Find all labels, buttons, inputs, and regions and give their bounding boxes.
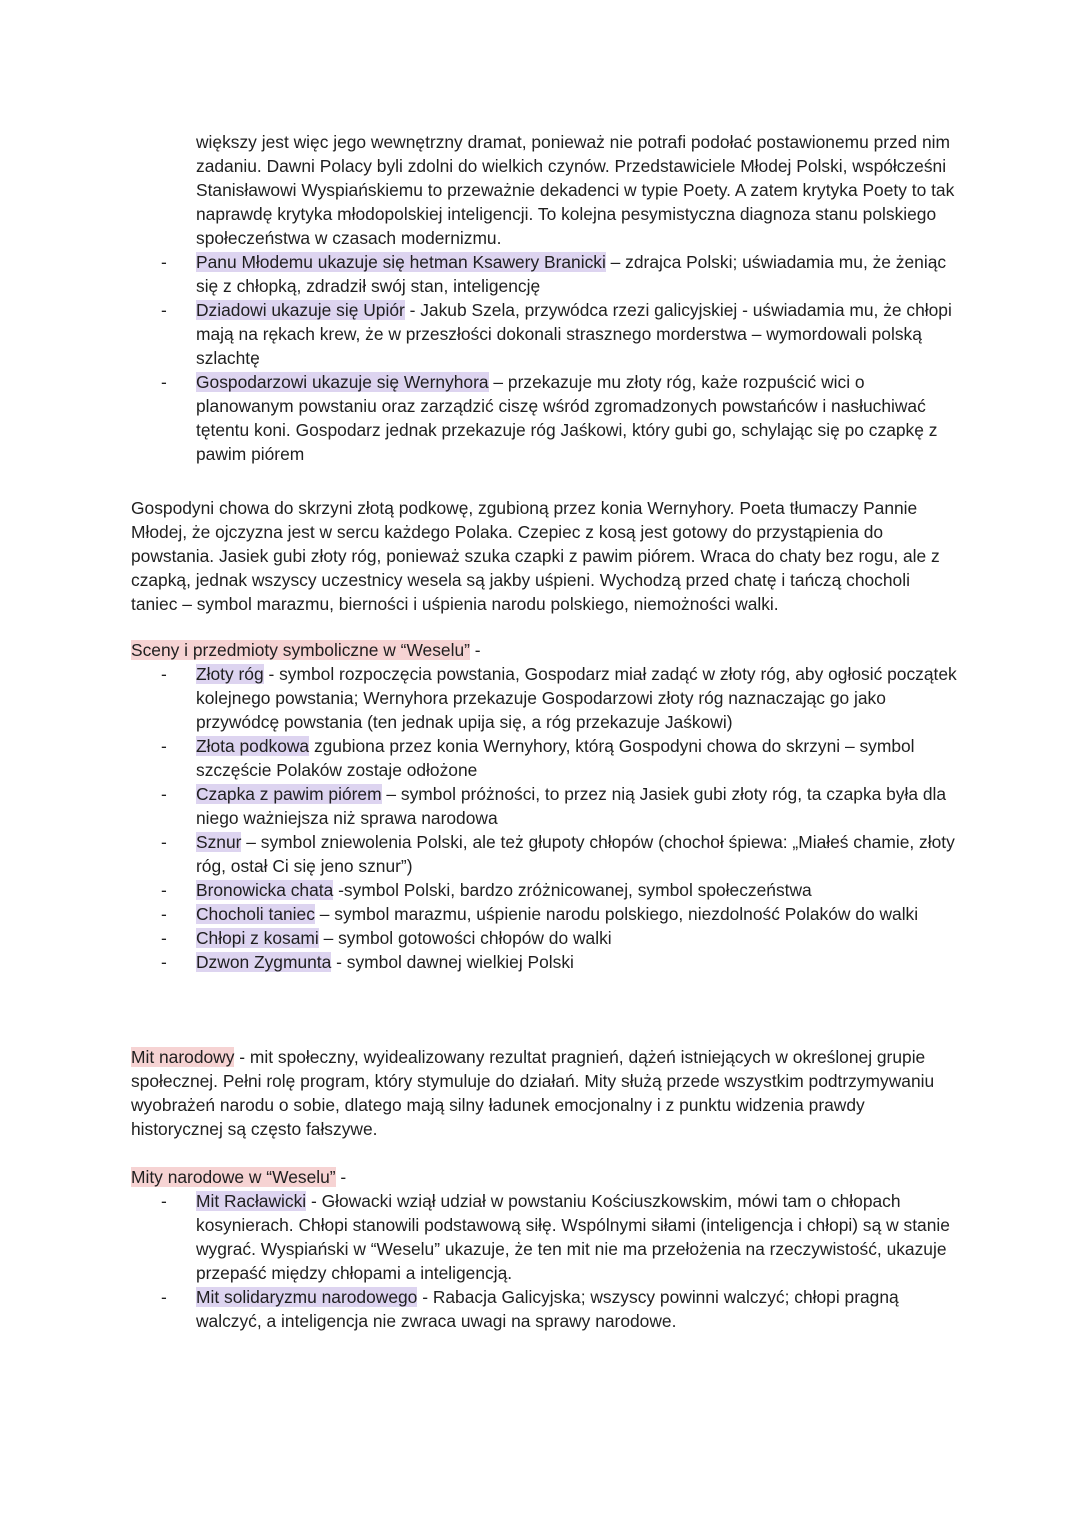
highlighted-term: Gospodarzowi ukazuje się Wernyhora <box>196 372 489 392</box>
highlighted-term: Złota podkowa <box>196 736 310 756</box>
item-description: – symbol próżności, to przez nią Jasiek gubi złoty róg, ta czapka była dla niego ważniejsza niż sprawa narodowa <box>196 784 947 828</box>
highlighted-term: Chłopi z kosami <box>196 928 319 948</box>
item-description: - Jakub Szela, przywódca rzezi galicyjskiej - uświadamia mu, że chłopi mają na rękach krew, że w przeszłości dokonali strasznego morderstwa – wymordowali polską szlachtę <box>196 300 952 368</box>
definition-text: - mit społeczny, wyidealizowany rezultat pragnień, dążeń istniejących w określonej grupie społecznej. Pełni rolę program, który stymuluje do działań. Mity służą przede wszystkim podtrzymywaniu wyobrażeń narodu o sobie, dlatego mają silny ładunek emocjonalny i z punktu widzenia prawdy historycznej są często fałszywe. <box>131 1047 935 1139</box>
summary-paragraph: Gospodyni chowa do skrzyni złotą podkowę, zgubioną przez konia Wernyhory. Poeta tłumaczy Pannie Młodej, że ojczyzna jest w sercu każdego Polaka. Czepiec z kosą jest gotowy do przystąpienia do powstania. Jasiek gubi złoty róg, ponieważ szuka czapki z pawim piórem. Wraca do chaty bez rogu, ale z czapką, jednak wszyscy uczestnicy wesela są jakby uśpieni. Wychodzą przed chatę i tańczą chocholi taniec – symbol marazmu, bierności i uśpienia narodu polskiego, niemożności walki. <box>131 498 940 614</box>
intro-paragraph: większy jest więc jego wewnętrzny dramat, ponieważ nie potrafi podołać postawionemu przed nim zadaniu. Dawni Polacy byli zdolni do wielkich czynów. Przedstawiciele Młodej Polski, współcześni Stanisławowi Wyspiańskiemu to przeważnie dekadenci w typie Poety. A zatem krytyka Poety to tak naprawdę krytyka młodopolskiej inteligencji. To kolejna pesymistyczna diagnoza stanu polskiego społeczeństwa w czasach modernizmu. <box>196 132 955 248</box>
myth-definition-paragraph <box>131 1045 961 1141</box>
highlighted-term: Bronowicka chata <box>196 880 334 900</box>
myths-heading <box>131 1165 961 1189</box>
highlighted-term: Dziadowi ukazuje się Upiór <box>196 300 405 320</box>
myths-list <box>131 1189 961 1333</box>
document-page <box>131 130 961 1333</box>
list-item <box>131 926 961 950</box>
symbols-list <box>131 662 961 974</box>
item-description: - symbol rozpoczęcia powstania, Gospodarz miał zadąć w złoty róg, aby ogłosić początek kolejnego powstania; Wernyhora przekazuje Gospodarzowi złoty róg naznaczając go jako przywódcę powstania (ten jednak upija się, a róg przekazuje Jaśkowi) <box>196 664 957 732</box>
list-item <box>131 298 961 370</box>
highlighted-term: Chocholi taniec <box>196 904 315 924</box>
item-description: - symbol dawnej wielkiej Polski <box>331 952 574 972</box>
list-item <box>131 662 961 734</box>
item-description: – symbol marazmu, uśpienie narodu polskiego, niezdolność Polaków do walki <box>314 904 919 924</box>
item-description: – przekazuje mu złoty róg, każe rozpuścić wici o planowanym powstaniu oraz zarządzić ciszę wśród zgromadzonych powstańców i nasłuchiwać tętentu koni. Gospodarz jednak przekazuje róg Jaśkowi, który gubi go, schylając się po czapkę z pawim piórem <box>196 372 938 464</box>
item-description: - Rabacja Galicyjska; wszyscy powinni walczyć; chłopi pragną walczyć, a inteligencja nie zwraca uwagi na sprawy narodowe. <box>196 1287 899 1331</box>
visions-list <box>131 250 961 466</box>
list-item <box>131 902 961 926</box>
section-heading: Mity narodowe w “Weselu” <box>131 1167 336 1187</box>
item-description: - Głowacki wziął udział w powstaniu Kościuszkowskim, mówi tam o chłopach kosynierach. Chłopi stanowili podstawową siłę. Wspólnymi siłami (inteligencja i chłopi) są w stanie wygrać. Wyspiański w “Weselu” ukazuje, że ten mit nie ma przełożenia na rzeczywistość, ukazuje przepaść między chłopami a inteligencją. <box>196 1191 950 1283</box>
list-item <box>131 782 961 830</box>
list-item <box>131 1189 961 1285</box>
section-heading: Sceny i przedmioty symboliczne w “Weselu” <box>131 640 470 660</box>
highlighted-term: Mit narodowy <box>131 1047 235 1067</box>
heading-tail: - <box>469 640 481 660</box>
highlighted-term: Panu Młodemu ukazuje się hetman Ksawery Branicki <box>196 252 606 272</box>
highlighted-term: Czapka z pawim piórem <box>196 784 382 804</box>
highlighted-term: Mit Racławicki <box>196 1191 307 1211</box>
highlighted-term: Sznur <box>196 832 242 852</box>
highlighted-term: Dzwon Zygmunta <box>196 952 332 972</box>
list-item <box>131 830 961 878</box>
list-item <box>131 250 961 298</box>
item-description: zgubiona przez konia Wernyhory, którą Gospodyni chowa do skrzyni – symbol szczęście Polaków zostaje odłożone <box>196 736 915 780</box>
item-description: -symbol Polski, bardzo zróżnicowanej, symbol społeczeństwa <box>333 880 812 900</box>
list-item <box>131 1285 961 1333</box>
highlighted-term: Złoty róg <box>196 664 264 684</box>
heading-tail: - <box>335 1167 347 1187</box>
list-item <box>131 950 961 974</box>
item-description: – zdrajca Polski; uświadamia mu, że żeniąc się z chłopką, zdradził swój stan, inteligencję <box>196 252 947 296</box>
highlighted-term: Mit solidaryzmu narodowego <box>196 1287 418 1307</box>
list-item <box>131 734 961 782</box>
item-description: – symbol zniewolenia Polski, ale też głupoty chłopów (chochoł śpiewa: „Miałeś chamie, złoty róg, ostał Ci się jeno sznur”) <box>196 832 955 876</box>
list-item <box>131 878 961 902</box>
item-description: – symbol gotowości chłopów do walki <box>318 928 612 948</box>
symbols-heading <box>131 638 961 662</box>
list-item <box>131 370 961 466</box>
